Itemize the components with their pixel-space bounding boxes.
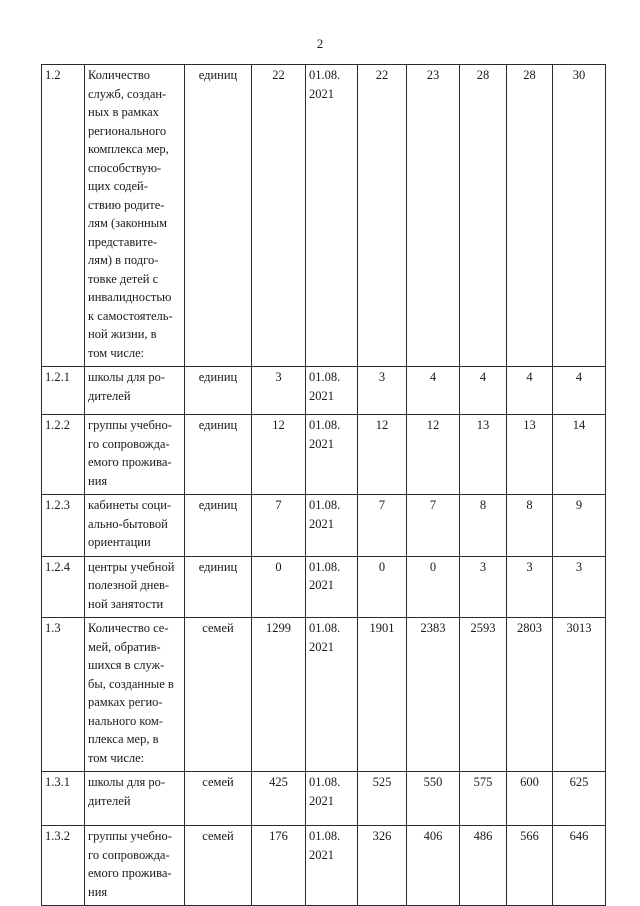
unit-of-measure: семей: [185, 772, 252, 826]
indicator-name-line: к самостоятель-: [88, 308, 173, 323]
unit-of-measure: единиц: [185, 556, 252, 618]
base-date-line: 01.08.: [309, 559, 341, 574]
indicators-table: [41, 64, 606, 906]
base-date-line: 01.08.: [309, 621, 341, 635]
year-value-5: 625: [553, 772, 606, 826]
indicator-name-line: дителей: [88, 388, 131, 403]
indicator-name-line: представите-: [88, 234, 158, 249]
base-date-line: 2021: [309, 847, 334, 862]
base-date: [306, 826, 358, 906]
indicator-name-line: школы для ро-: [88, 370, 166, 384]
row-number: 1.2.3: [42, 495, 85, 557]
base-date-line: 2021: [309, 578, 334, 592]
indicator-name-line: регионального: [88, 123, 167, 138]
table-row: [42, 495, 606, 557]
year-value-4: 28: [507, 65, 553, 367]
year-value-1: 3: [358, 367, 407, 415]
indicator-name-line: товке детей с: [88, 271, 159, 286]
year-value-5: 3013: [553, 618, 606, 772]
year-value-4: 4: [507, 367, 553, 415]
base-date-line: 2021: [309, 516, 334, 531]
base-value: 176: [252, 826, 306, 906]
table-row: [42, 772, 606, 826]
indicator-name-line: ориентации: [88, 535, 151, 549]
unit-of-measure: семей: [185, 826, 252, 906]
row-number: 1.2: [42, 65, 85, 367]
unit-of-measure: единиц: [185, 495, 252, 557]
year-value-3: 486: [460, 826, 507, 906]
table-row: [42, 415, 606, 495]
indicator-name-line: центры учебной: [88, 559, 175, 574]
unit-of-measure: единиц: [185, 367, 252, 415]
indicator-name: [85, 826, 185, 906]
year-value-5: 3: [553, 556, 606, 618]
indicator-name-line: служб, создан-: [88, 86, 167, 101]
year-value-5: 14: [553, 415, 606, 495]
indicator-name-line: ально-бытовой: [88, 516, 168, 531]
indicator-name-line: группы учебно-: [88, 418, 172, 432]
year-value-4: 566: [507, 826, 553, 906]
table-row: [42, 556, 606, 618]
indicator-name-line: ной занятости: [88, 596, 164, 611]
year-value-1: 1901: [358, 618, 407, 772]
base-date-line: 2021: [309, 436, 334, 451]
base-date-line: 2021: [309, 388, 334, 403]
indicator-name-line: мей, обратив-: [88, 639, 161, 654]
year-value-2: 23: [407, 65, 460, 367]
base-date: [306, 556, 358, 618]
table-body: [42, 65, 606, 906]
indicator-name: [85, 367, 185, 415]
base-date-line: 01.08.: [309, 68, 341, 82]
base-value: 22: [252, 65, 306, 367]
indicator-name-line: емого прожива-: [88, 455, 172, 469]
year-value-5: 4: [553, 367, 606, 415]
unit-of-measure: единиц: [185, 65, 252, 367]
indicator-name-line: Количество: [88, 68, 150, 82]
base-date-line: 01.08.: [309, 498, 341, 512]
year-value-3: 575: [460, 772, 507, 826]
year-value-2: 2383: [407, 618, 460, 772]
base-value: 7: [252, 495, 306, 557]
year-value-4: 2803: [507, 618, 553, 772]
indicator-name-line: инвалидностью: [88, 290, 172, 304]
base-date: [306, 367, 358, 415]
row-number: 1.2.1: [42, 367, 85, 415]
base-value: 425: [252, 772, 306, 826]
table-row: [42, 367, 606, 415]
table-row: [42, 65, 606, 367]
base-value: 0: [252, 556, 306, 618]
base-value: 12: [252, 415, 306, 495]
indicator-name-line: рамках регио-: [88, 695, 163, 709]
page-number: 2: [316, 36, 324, 51]
year-value-3: 2593: [460, 618, 507, 772]
year-value-5: 9: [553, 495, 606, 557]
year-value-4: 8: [507, 495, 553, 557]
indicator-name-line: ствию родите-: [88, 197, 165, 212]
year-value-3: 3: [460, 556, 507, 618]
indicator-name-line: шихся в служ-: [88, 658, 165, 672]
indicator-name-line: бы, созданные в: [88, 676, 174, 691]
year-value-4: 13: [507, 415, 553, 495]
indicator-name-line: кабинеты соци-: [88, 498, 172, 512]
year-value-1: 22: [358, 65, 407, 367]
unit-of-measure: единиц: [185, 415, 252, 495]
indicator-name-line: емого прожива-: [88, 866, 172, 880]
indicator-name-line: го сопровожда-: [88, 436, 170, 451]
base-date-line: 01.08.: [309, 370, 341, 384]
year-value-3: 28: [460, 65, 507, 367]
indicator-name-line: лям) в подго-: [88, 253, 159, 267]
indicator-name: [85, 65, 185, 367]
year-value-3: 4: [460, 367, 507, 415]
year-value-2: 0: [407, 556, 460, 618]
row-number: 1.3: [42, 618, 85, 772]
indicator-name-line: способствую-: [88, 160, 162, 175]
row-number: 1.2.2: [42, 415, 85, 495]
base-date-line: 01.08.: [309, 418, 341, 432]
indicator-name-line: плекса мер, в: [88, 732, 159, 746]
base-date: [306, 65, 358, 367]
base-date-line: 01.08.: [309, 775, 341, 789]
base-date: [306, 495, 358, 557]
indicator-name: [85, 415, 185, 495]
year-value-4: 600: [507, 772, 553, 826]
indicator-name-line: лям (законным: [88, 216, 168, 230]
base-date-line: 01.08.: [309, 829, 341, 843]
indicator-name-line: го сопровожда-: [88, 847, 170, 862]
year-value-4: 3: [507, 556, 553, 618]
indicator-name-line: полезной днев-: [88, 578, 170, 592]
indicator-name-line: ния: [88, 884, 108, 899]
base-date-line: 2021: [309, 86, 334, 101]
indicator-name-line: Количество се-: [88, 621, 169, 635]
indicator-name-line: группы учебно-: [88, 829, 172, 843]
indicator-name: [85, 772, 185, 826]
row-number: 1.3.2: [42, 826, 85, 906]
base-date: [306, 618, 358, 772]
year-value-3: 13: [460, 415, 507, 495]
indicator-name-line: школы для ро-: [88, 775, 166, 789]
indicator-name-line: комплекса мер,: [88, 142, 169, 156]
base-value: 3: [252, 367, 306, 415]
row-number: 1.3.1: [42, 772, 85, 826]
base-date-line: 2021: [309, 793, 334, 808]
row-number: 1.2.4: [42, 556, 85, 618]
base-value: 1299: [252, 618, 306, 772]
year-value-1: 525: [358, 772, 407, 826]
year-value-3: 8: [460, 495, 507, 557]
indicator-name-line: ной жизни, в: [88, 327, 157, 341]
table-row: [42, 826, 606, 906]
indicator-name-line: дителей: [88, 793, 131, 808]
base-date-line: 2021: [309, 639, 334, 654]
year-value-2: 550: [407, 772, 460, 826]
base-date: [306, 772, 358, 826]
year-value-1: 0: [358, 556, 407, 618]
indicator-name-line: том числе:: [88, 750, 145, 765]
year-value-5: 646: [553, 826, 606, 906]
indicator-name-line: нального ком-: [88, 713, 163, 728]
year-value-1: 326: [358, 826, 407, 906]
indicator-name-line: ния: [88, 473, 108, 488]
indicator-name-line: щих содей-: [88, 179, 148, 193]
table-row: [42, 618, 606, 772]
year-value-1: 12: [358, 415, 407, 495]
year-value-5: 30: [553, 65, 606, 367]
indicator-name: [85, 618, 185, 772]
indicator-name-line: том числе:: [88, 345, 145, 360]
base-date: [306, 415, 358, 495]
unit-of-measure: семей: [185, 618, 252, 772]
year-value-2: 406: [407, 826, 460, 906]
year-value-2: 7: [407, 495, 460, 557]
year-value-2: 4: [407, 367, 460, 415]
indicator-name: [85, 556, 185, 618]
indicator-name: [85, 495, 185, 557]
indicator-name-line: ных в рамках: [88, 105, 159, 119]
year-value-2: 12: [407, 415, 460, 495]
year-value-1: 7: [358, 495, 407, 557]
